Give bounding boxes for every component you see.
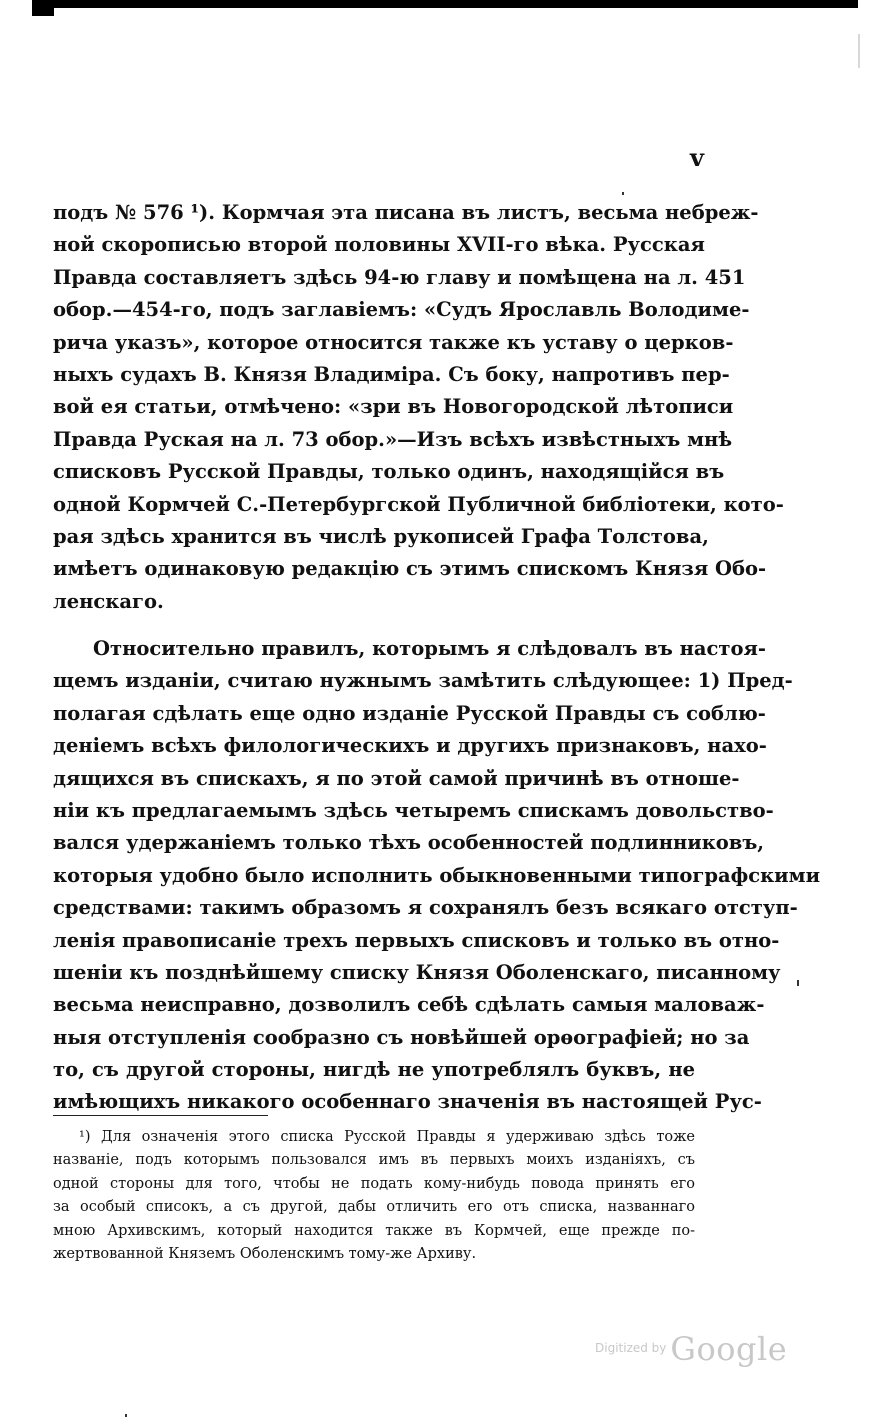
text-line: Правда составляетъ здѣсь 94-ю главу и помѣщена на л. 451 (53, 265, 746, 289)
text-line: рича указъ», которое относится также къ уставу о церков- (53, 330, 734, 354)
text-line: деніемъ всѣхъ филологическихъ и другихъ признаковъ, нахо- (53, 734, 767, 758)
text-line: ной скорописью второй половины XVII-го вѣка. Русская (53, 233, 705, 257)
watermark-logo-text: Google (670, 1330, 788, 1368)
text-line: списковъ Русской Правды, только одинъ, находящійся въ (53, 460, 725, 484)
text-line: вался удержаніемъ только тѣхъ особенностей подлинниковъ, (53, 831, 765, 855)
footnote-line: жертвованной Княземъ Оболенскимъ тому-же Архиву. (53, 1245, 477, 1262)
text-line: весьма неисправно, дозволилъ себѣ сдѣлать самыя маловаж- (53, 993, 765, 1017)
text-line: одной Кормчей С.-Петербургской Публичной библіотеки, кото- (53, 492, 784, 516)
footnote-rule (53, 1115, 268, 1116)
footnote-line: мною Архивскимъ, который находится также въ Кормчей, еще прежде по- (53, 1222, 695, 1239)
text-line: полагая сдѣлать еще одно изданіе Русской Правды съ соблю- (53, 701, 766, 725)
paper-speck (125, 1414, 127, 1417)
footnote-line: одной стороны для того, чтобы не подать кому-нибудь повода принять его (53, 1175, 695, 1192)
text-line: обор.—454-го, подъ заглавіемъ: «Судъ Ярославль Володиме- (53, 298, 750, 322)
text-line: Относительно правилъ, которымъ я слѣдовалъ въ настоя- (93, 637, 766, 660)
right-edge-mark (858, 34, 860, 68)
text-line: ныхъ судахъ В. Князя Владиміра. Съ боку, напротивъ пер- (53, 362, 730, 386)
text-line: Правда Руская на л. 73 обор.»—Изъ всѣхъ извѣстныхъ мнѣ (53, 427, 733, 451)
text-line: имѣетъ одинаковую редакцію съ этимъ спискомъ Князя Обо- (53, 557, 767, 581)
digitized-watermark (595, 1330, 788, 1374)
text-line: средствами: такимъ образомъ я сохранялъ безъ всякаго отступ- (53, 896, 798, 920)
paper-speck (622, 192, 624, 195)
footnote-line: ¹) Для означенія этого списка Русской Правды я удерживаю здѣсь тоже (79, 1129, 695, 1145)
watermark-small-text: Digitized by (595, 1341, 667, 1355)
paragraph-2 (53, 633, 821, 1119)
text-line: подъ № 576 ¹). Кормчая эта писана въ листъ, весьма небреж- (53, 201, 759, 224)
text-line: ніи къ предлагаемымъ здѣсь четыремъ спискамъ довольство- (53, 798, 774, 822)
text-line: ныя отступленія сообразно съ новѣйшей орѳографіей; но за (53, 1025, 750, 1049)
text-line: рая здѣсь хранится въ числѣ рукописей Графа Толстова, (53, 524, 709, 548)
text-line: то, съ другой стороны, нигдѣ не употреблялъ буквъ, не (53, 1058, 695, 1082)
text-line: ленія правописаніе трехъ первыхъ списковъ и только въ отно- (53, 928, 780, 952)
text-line: щемъ изданіи, считаю нужнымъ замѣтить слѣдующее: 1) Пред- (53, 669, 793, 693)
text-line: шеніи къ позднѣйшему списку Князя Оболенскаго, писанному (53, 960, 781, 984)
footnote-line: названіе, подъ которымъ пользовался имъ въ первыхъ моихъ изданіяхъ, съ (53, 1152, 695, 1169)
top-edge-rule (32, 0, 858, 8)
text-line: которыя удобно было исполнить обыкновенными типографскими (53, 863, 821, 887)
text-line: имѣющихъ никакого особеннаго значенія въ настоящей Рус- (53, 1090, 762, 1114)
text-line: дящихся въ спискахъ, я по этой самой причинѣ въ отноше- (53, 766, 740, 790)
footnote-line: за особый списокъ, а съ другой, дабы отличить его отъ списка, названнаго (53, 1199, 695, 1216)
text-line: ленскаго. (53, 589, 164, 613)
paper-speck (797, 980, 799, 986)
footnote (53, 1126, 695, 1266)
text-line: вой ея статьи, отмѣчено: «зри въ Новогородской лѣтописи (53, 395, 734, 419)
page-number: v (690, 143, 704, 172)
top-edge-mark (32, 0, 54, 16)
paragraph-1 (53, 197, 784, 618)
